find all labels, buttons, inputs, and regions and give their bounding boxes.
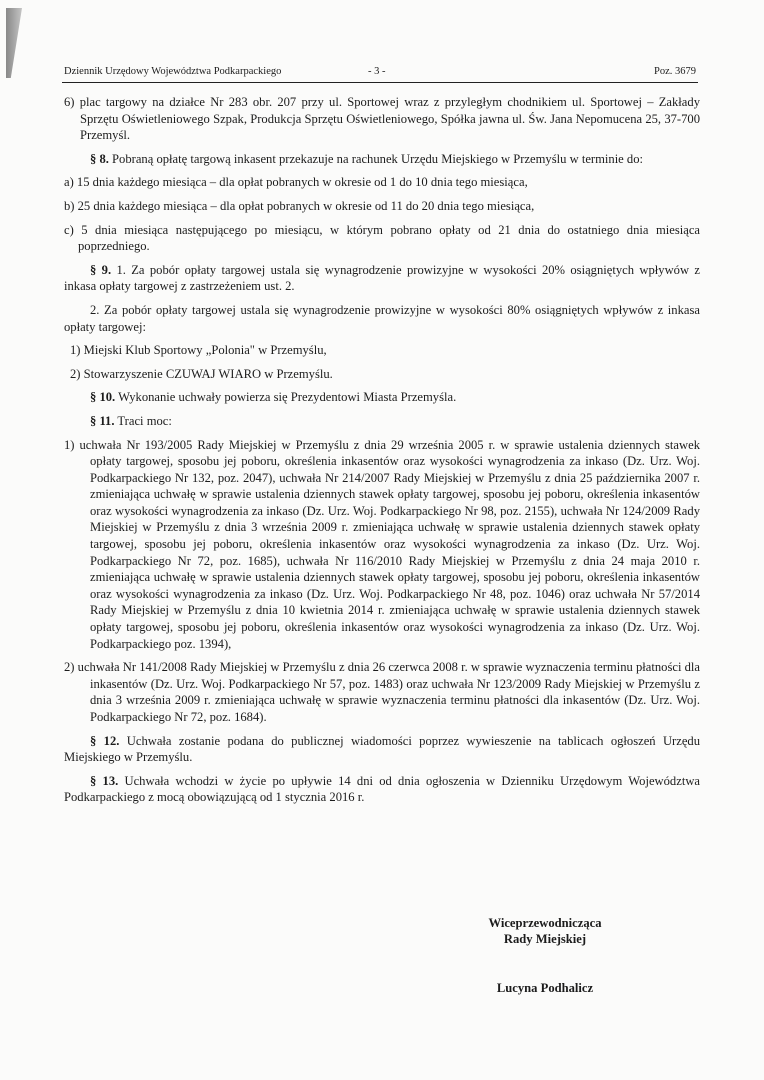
- journal-title: Dziennik Urzędowy Województwa Podkarpackiego: [64, 66, 282, 77]
- page-number: - 3 -: [368, 66, 386, 77]
- list-item-b: b) 25 dnia każdego miesiąca – dla opłat pobranych w okresie od 11 do 20 dnia tego miesiąca,: [64, 198, 535, 213]
- section-label: § 8.: [90, 151, 109, 166]
- document-body: [64, 94, 700, 813]
- paragraph-11: [64, 413, 700, 430]
- signatory-role-line-1: Wiceprzewodnicząca: [488, 916, 602, 930]
- list-item-c: c) 5 dnia miesiąca następującego po miesiącu, w którym pobrano opłaty od 21 dnia do ostatniego dnia miesiąca poprzedniego.: [64, 222, 700, 254]
- paragraph-8: [64, 151, 700, 168]
- list-item-11-2: 2) uchwała Nr 141/2008 Rady Miejskiej w Przemyślu z dnia 26 czerwca 2008 r. w sprawie wyznaczenia terminu płatności dla inkasentów (Dz. Urz. Woj. Podkarpackiego Nr 57, poz. 1483) oraz uchwała Nr 123/2009 Rady Miejskiej w Przemyślu z dnia 3 września 2009 r. zmieniająca uchwałę w sprawie wyznaczenia terminu płatności dla inkasentów (Dz. Urz. Woj. Podkarpackiego Nr 72, poz. 1684).: [64, 660, 700, 724]
- section-label: § 13.: [90, 773, 119, 788]
- page-header: [62, 64, 698, 83]
- list-item-9-2: 2) Stowarzyszenie CZUWAJ WIARO w Przemyślu.: [70, 366, 333, 381]
- list-item-a: a) 15 dnia każdego miesiąca – dla opłat pobranych w okresie od 1 do 10 dnia tego miesiąca,: [64, 175, 528, 190]
- section-label: § 12.: [90, 733, 120, 748]
- signatory-role-line-2: Rady Miejskiej: [503, 932, 587, 946]
- paragraph-text: Wykonanie uchwały powierza się Prezydentowi Miasta Przemyśla.: [115, 390, 457, 405]
- paragraph-text: Uchwała wchodzi w życie po upływie 14 dni od dnia ogłoszenia w Dzienniku Urzędowym Województwa Podkarpackiego z mocą obowiązującą od 1 stycznia 2016 r.: [64, 773, 700, 805]
- paragraph-12: [64, 733, 700, 766]
- section-label: § 10.: [90, 390, 116, 405]
- paragraph-9-2: 2. Za pobór opłaty targowej ustala się wynagrodzenie prowizyjne w wysokości 80% osiągniętych wpływów z inkasa opłaty targowej:: [64, 302, 700, 334]
- list-item-11-1: 1) uchwała Nr 193/2005 Rady Miejskiej w Przemyślu z dnia 29 września 2005 r. w sprawie ustalenia dziennych stawek opłaty targowej, sposobu jej poboru, określenia inkasentów oraz wysokości wynagrodzenia za inkaso (Dz. Urz. Woj. Podkarpackiego Nr 132, poz. 2047), uchwała Nr 214/2007 Rady Miejskiej w Przemyślu z dnia 25 października 2007 r. zmieniająca uchwałę w sprawie ustalenia dziennych stawek opłaty targowej, sposobu jej poboru, określenia inkasentów oraz wysokości wynagrodzenia za inkaso (Dz. Urz. Woj. Podkarpackiego Nr 98, poz. 2155), uchwała Nr 124/2009 Rady Miejskiej w Przemyślu z dnia 3 września 2009 r. zmieniająca uchwałę w sprawie ustalenia dziennych stawek opłaty targowej, sposobu jej poboru, określenia inkasentów oraz wysokości wynagrodzenia za inkaso (Dz. Urz. Woj. Podkarpackiego Nr 72, poz. 1685), uchwała Nr 116/2010 Rady Miejskiej w Przemyślu z dnia 24 maja 2010 r. zmieniająca uchwałę w sprawie ustalenia dziennych stawek opłaty targowej, sposobu jej poboru, określenia inkasentów oraz wysokości wynagrodzenia za inkaso (Dz. Urz. Woj. Podkarpackiego Nr 48, poz. 1046) oraz uchwała Nr 57/2014 Rady Miejskiej w Przemyślu z dnia 10 kwietnia 2014 r. zmieniająca uchwałę w sprawie ustalenia dziennych stawek opłaty targowej, sposobu jej poboru, określenia inkasentów oraz wysokości wynagrodzenia za inkaso (Dz. Urz. Woj. Podkarpackiego poz. 1394),: [64, 437, 700, 651]
- paragraph-text: Uchwała zostanie podana do publicznej wiadomości poprzez wywieszenie na tablicach ogłoszeń Urzędu Miejskiego w Przemyślu.: [64, 733, 701, 765]
- position-number: Poz. 3679: [654, 66, 696, 77]
- paragraph-13: [64, 773, 700, 806]
- paragraph-text: Traci moc:: [114, 413, 172, 428]
- list-item-6: 6) plac targowy na działce Nr 283 obr. 207 przy ul. Sportowej wraz z przyległym chodnikiem ul. Sportowej – Zakłady Sprzętu Oświetleniowego Szpak, Produkcja Sprzętu Oświetleniowego, Spółka jawna ul. Św. Jana Nepomucena 25, 37-700 Przemyśl.: [64, 95, 700, 143]
- list-item-9-1: 1) Miejski Klub Sportowy „Polonia" w Przemyślu,: [70, 343, 327, 358]
- paragraph-9: [64, 262, 700, 295]
- paragraph-text: 1. Za pobór opłaty targowej ustala się wynagrodzenie prowizyjne w wysokości 20% osiągniętych wpływów z inkasa opłaty targowej z zastrzeżeniem ust. 2.: [64, 262, 700, 294]
- section-label: § 9.: [90, 262, 112, 277]
- signatory-role: [470, 915, 620, 947]
- section-label: § 11.: [90, 413, 115, 428]
- paragraph-10: [64, 389, 700, 406]
- paragraph-text: Pobraną opłatę targową inkasent przekazuje na rachunek Urzędu Miejskiego w Przemyślu w terminie do:: [108, 151, 644, 166]
- signatory-name: Lucyna Podhalicz: [496, 981, 594, 995]
- scan-edge-mark: [6, 8, 22, 78]
